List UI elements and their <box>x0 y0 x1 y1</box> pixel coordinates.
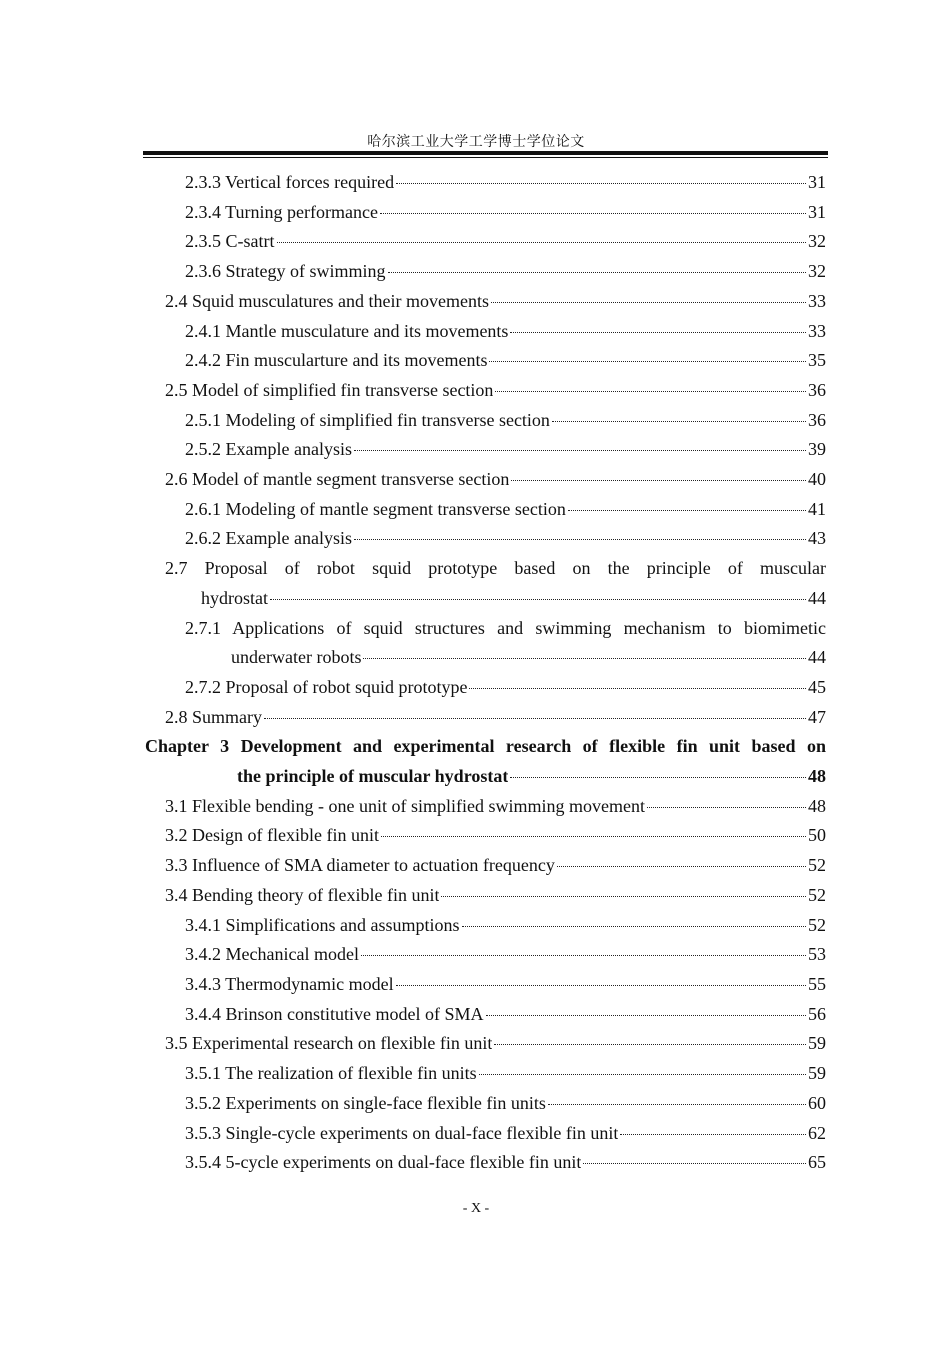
toc-dot-leader <box>380 213 806 214</box>
toc-entry-title-line1: 2.7 Proposal of robot squid prototype based on the principle of muscular <box>165 558 826 579</box>
toc-entry-title: 2.3.6 Strategy of swimming <box>185 261 386 282</box>
toc-entry[interactable] <box>145 524 826 554</box>
toc-dot-leader <box>479 1074 806 1075</box>
toc-entry-title: 2.3.3 Vertical forces required <box>185 172 395 192</box>
toc-entry-title: 2.6.1 Modeling of mantle segment transverse section <box>185 498 566 519</box>
toc-entry-row <box>185 198 826 228</box>
toc-entry-page: 52 <box>808 884 826 905</box>
toc-entry-title: 2.4.2 Fin muscularture and its movements <box>185 350 488 371</box>
toc-entry-title: hydrostat <box>201 587 268 608</box>
toc-dot-leader <box>270 599 806 600</box>
toc-dot-leader <box>354 539 806 540</box>
toc-dot-leader <box>388 272 807 273</box>
toc-entry-page: 60 <box>808 1092 826 1113</box>
toc-dot-leader <box>511 480 806 481</box>
toc-entry-page: 33 <box>808 320 826 341</box>
toc-entry-page: 40 <box>808 469 826 490</box>
header-rule-thick <box>143 151 828 155</box>
toc-dot-leader <box>647 807 806 808</box>
toc-entry-row <box>185 317 826 347</box>
toc-entry-row <box>185 168 826 198</box>
toc-entry[interactable] <box>145 911 826 941</box>
toc-entry-title: 2.5.2 Example analysis <box>185 439 352 460</box>
toc-entry[interactable] <box>145 495 826 525</box>
toc-entry-row <box>185 495 826 525</box>
toc-entry-title: underwater robots <box>231 647 362 668</box>
toc-entry-page: 65 <box>808 1152 826 1173</box>
toc-entry-title: 3.4.4 Brinson constitutive model of SMA <box>185 1003 484 1024</box>
toc-entry-title: 2.8 Summary <box>165 706 262 727</box>
toc-entry-row <box>165 1029 826 1059</box>
toc-entry-row <box>165 792 826 822</box>
toc-entry-title: 3.4.3 Thermodynamic model <box>185 973 394 994</box>
toc-entry-row <box>165 821 826 851</box>
toc-entry-title: 3.2 Design of flexible fin unit <box>165 825 379 846</box>
toc-entry[interactable] <box>145 168 826 198</box>
toc-entry-page: 53 <box>808 944 826 965</box>
toc-entry-row <box>165 376 826 406</box>
toc-entry-page: 39 <box>808 439 826 460</box>
toc-entry-row <box>165 851 826 881</box>
toc-entry-title: 3.3 Influence of SMA diameter to actuation frequency <box>165 855 555 876</box>
toc-entry[interactable] <box>145 346 826 376</box>
toc-entry-row <box>185 1000 826 1030</box>
toc-entry-title: 2.7.2 Proposal of robot squid prototype <box>185 676 468 697</box>
toc-dot-leader <box>552 421 806 422</box>
toc-entry-title-line1: Chapter 3 Development and experimental research of flexible fin unit based on <box>145 736 826 757</box>
toc-entry-page: 47 <box>808 706 826 727</box>
toc-dot-leader <box>361 955 806 956</box>
toc-entry-row <box>185 1059 826 1089</box>
toc-entry[interactable] <box>145 1089 826 1119</box>
toc-entry[interactable] <box>145 376 826 406</box>
toc-entry-title: 2.6 Model of mantle segment transverse section <box>165 469 510 490</box>
toc-entry[interactable] <box>145 317 826 347</box>
toc-dot-leader <box>381 836 806 837</box>
toc-entry-row <box>185 1089 826 1119</box>
toc-dot-leader <box>486 1015 807 1016</box>
toc-entry-title: 2.3.5 C-satrt <box>185 231 275 252</box>
toc-entry-title-line1: 2.7.1 Applications of squid structures and swimming mechanism to biomimetic <box>185 617 826 638</box>
toc-dot-leader <box>441 896 806 897</box>
toc-dot-leader <box>548 1104 806 1105</box>
running-header: 哈尔滨工业大学工学博士学位论文 <box>367 135 585 150</box>
toc-entry-page: 55 <box>808 973 826 994</box>
toc-entry-page: 36 <box>808 379 826 400</box>
toc-entry-row <box>145 643 826 673</box>
toc-entry-row <box>185 940 826 970</box>
toc-dot-leader <box>494 1044 806 1045</box>
toc-dot-leader <box>583 1163 806 1164</box>
toc-entry-title: 2.4 Squid musculatures and their movements <box>165 290 489 311</box>
toc-entry-page: 50 <box>808 825 826 846</box>
toc-entry[interactable] <box>145 881 826 911</box>
toc-dot-leader <box>396 985 806 986</box>
toc-entry-row <box>185 227 826 257</box>
toc-entry[interactable] <box>145 1000 826 1030</box>
toc-dot-leader <box>491 302 806 303</box>
toc-dot-leader <box>510 777 806 778</box>
toc-entry-title: 2.3.4 Turning performance <box>185 201 378 222</box>
toc-entry[interactable] <box>145 1119 826 1149</box>
toc-entry-page: 36 <box>808 409 826 430</box>
toc-entry-title: 3.5.4 5-cycle experiments on dual-face flexible fin unit <box>185 1152 582 1173</box>
toc-entry-page: 48 <box>808 795 826 816</box>
toc-entry-title: 2.6.2 Example analysis <box>185 528 352 549</box>
toc-entry[interactable] <box>145 1148 826 1178</box>
toc-entry-page: 59 <box>808 1063 826 1084</box>
toc-entry-page: 31 <box>808 201 826 222</box>
toc-entry[interactable] <box>145 792 826 822</box>
header-rule-thin <box>143 157 828 158</box>
toc-dot-leader <box>277 242 807 243</box>
toc-entry-page: 52 <box>808 855 826 876</box>
toc-entry-row <box>165 287 826 317</box>
toc-entry-page: 33 <box>808 290 826 311</box>
toc-entry[interactable] <box>145 257 826 287</box>
toc-entry-page: 44 <box>808 647 826 668</box>
toc-entry[interactable] <box>145 554 826 613</box>
toc-entry[interactable] <box>145 227 826 257</box>
toc-entry[interactable] <box>145 940 826 970</box>
toc-dot-leader <box>264 718 806 719</box>
toc-entry-page: 45 <box>808 676 826 697</box>
toc-entry-row <box>185 524 826 554</box>
toc-entry[interactable] <box>145 851 826 881</box>
toc-entry-row <box>185 406 826 436</box>
toc-entry-page: 52 <box>808 914 826 935</box>
toc-entry-row <box>185 911 826 941</box>
toc-dot-leader <box>469 688 806 689</box>
toc-entry-page: 43 <box>808 528 826 549</box>
toc-entry-row <box>145 762 826 792</box>
toc-dot-leader <box>620 1134 806 1135</box>
toc-entry-title: 3.5 Experimental research on flexible fin unit <box>165 1033 493 1054</box>
toc-entry-title: 3.5.3 Single-cycle experiments on dual-face flexible fin unit <box>185 1122 619 1143</box>
toc-entry[interactable] <box>145 703 826 733</box>
table-of-contents <box>145 168 826 1178</box>
toc-entry-page: 32 <box>808 231 826 252</box>
toc-entry-row <box>185 435 826 465</box>
toc-entry-title: the principle of muscular hydrostat <box>237 766 509 787</box>
toc-dot-leader <box>354 450 806 451</box>
toc-entry-title: 3.4 Bending theory of flexible fin unit <box>165 884 440 905</box>
toc-entry-title: 2.5.1 Modeling of simplified fin transverse section <box>185 409 550 430</box>
toc-dot-leader <box>462 926 807 927</box>
toc-dot-leader <box>363 658 806 659</box>
toc-entry-row <box>185 1119 826 1149</box>
toc-entry[interactable] <box>145 673 826 703</box>
toc-entry-title: 2.5 Model of simplified fin transverse section <box>165 379 494 400</box>
toc-entry-page: 48 <box>808 766 826 787</box>
toc-entry-page: 59 <box>808 1033 826 1054</box>
toc-entry[interactable] <box>145 732 826 791</box>
toc-entry-title: 3.5.2 Experiments on single-face flexible fin units <box>185 1092 546 1113</box>
toc-dot-leader <box>396 183 806 184</box>
toc-entry-page: 32 <box>808 261 826 282</box>
toc-entry[interactable] <box>145 1059 826 1089</box>
toc-entry[interactable] <box>145 614 826 673</box>
toc-entry[interactable] <box>145 1029 826 1059</box>
toc-entry-page: 31 <box>808 172 826 192</box>
toc-entry-row <box>185 1148 826 1178</box>
page-number: - X - <box>462 1201 490 1216</box>
toc-entry-page: 44 <box>808 587 826 608</box>
toc-entry-row <box>165 703 826 733</box>
toc-dot-leader <box>495 391 806 392</box>
toc-entry-row <box>185 970 826 1000</box>
toc-entry-page: 62 <box>808 1122 826 1143</box>
toc-entry-title: 3.4.2 Mechanical model <box>185 944 359 965</box>
toc-dot-leader <box>557 866 806 867</box>
toc-entry[interactable] <box>145 198 826 228</box>
toc-entry[interactable] <box>145 465 826 495</box>
toc-entry-row <box>165 881 826 911</box>
toc-entry-title: 3.5.1 The realization of flexible fin units <box>185 1063 477 1084</box>
toc-entry-page: 56 <box>808 1003 826 1024</box>
toc-dot-leader <box>489 361 806 362</box>
toc-entry[interactable] <box>145 287 826 317</box>
toc-entry-row <box>185 257 826 287</box>
toc-entry-page: 35 <box>808 350 826 371</box>
toc-entry-row <box>165 465 826 495</box>
toc-entry-row <box>145 584 826 614</box>
toc-dot-leader <box>568 510 806 511</box>
toc-entry[interactable] <box>145 970 826 1000</box>
toc-dot-leader <box>510 332 806 333</box>
toc-entry-title: 3.4.1 Simplifications and assumptions <box>185 914 460 935</box>
toc-entry-title: 3.1 Flexible bending - one unit of simplified swimming movement <box>165 795 645 816</box>
toc-entry-row <box>185 673 826 703</box>
toc-entry-page: 41 <box>808 498 826 519</box>
toc-entry[interactable] <box>145 821 826 851</box>
toc-entry-row <box>185 346 826 376</box>
toc-entry-title: 2.4.1 Mantle musculature and its movements <box>185 320 509 341</box>
toc-entry[interactable] <box>145 435 826 465</box>
toc-entry[interactable] <box>145 406 826 436</box>
